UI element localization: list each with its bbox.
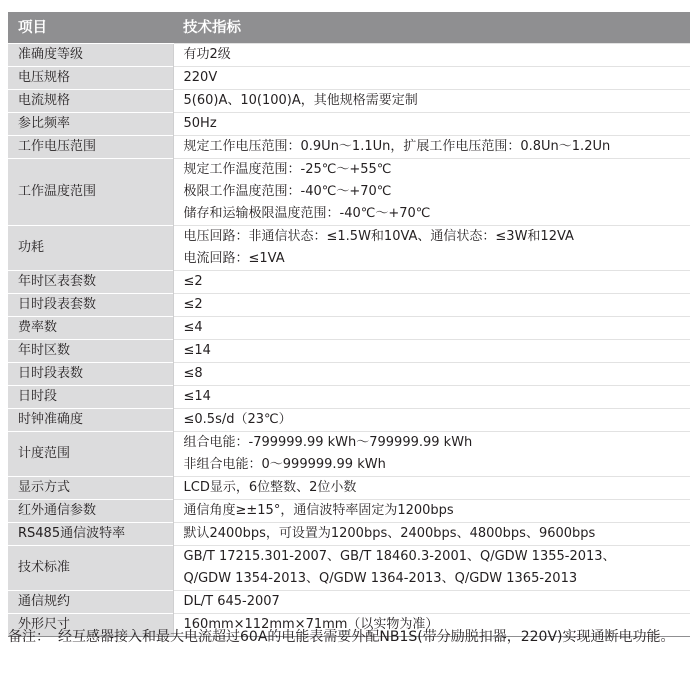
table-row <box>8 159 690 226</box>
row-value <box>173 271 690 294</box>
row-label: 工作电压范围 <box>8 136 173 159</box>
row-label: 年时区表套数 <box>8 271 173 294</box>
table-row <box>8 363 690 386</box>
row-value-line: ≤2 <box>183 274 203 289</box>
row-value-line: ≤14 <box>183 343 211 358</box>
row-value-line: 非组合电能：0～999999.99 kWh <box>183 457 386 472</box>
table-row <box>8 113 690 136</box>
footnote-text: 经互感器接入和最大电流超过60A的电能表需要外配NB1S(带分励脱扣器，220V)实现通断电功能。 <box>58 629 675 645</box>
row-value <box>173 591 690 614</box>
header-item: 项目 <box>8 12 173 44</box>
table-row <box>8 409 690 432</box>
row-label: 电流规格 <box>8 90 173 113</box>
row-value-line: ≤14 <box>183 389 211 404</box>
row-label: 时钟准确度 <box>8 409 173 432</box>
row-value <box>173 159 690 226</box>
table-row <box>8 271 690 294</box>
row-label: 参比频率 <box>8 113 173 136</box>
row-value-line: 电流回路：≤1VA <box>183 251 285 266</box>
table-row <box>8 546 690 591</box>
row-value <box>173 386 690 409</box>
footnote <box>8 625 692 649</box>
row-value <box>173 67 690 90</box>
header-spec: 技术指标 <box>173 12 690 44</box>
row-label: 工作温度范围 <box>8 159 173 226</box>
row-label: 红外通信参数 <box>8 500 173 523</box>
row-label: 日时段 <box>8 386 173 409</box>
row-value-line: 储存和运输极限温度范围：-40℃～+70℃ <box>183 206 431 221</box>
table-row <box>8 432 690 477</box>
row-label: 显示方式 <box>8 477 173 500</box>
spec-table-body <box>8 44 690 637</box>
row-value-line: 默认2400bps，可设置为1200bps、2400bps、4800bps、9600bps <box>183 526 596 541</box>
row-value-line: 通信角度≥±15°，通信波特率固定为1200bps <box>183 503 454 518</box>
row-label: 费率数 <box>8 317 173 340</box>
row-label: 准确度等级 <box>8 44 173 67</box>
row-value <box>173 294 690 317</box>
row-value <box>173 340 690 363</box>
table-row <box>8 226 690 271</box>
row-label: 日时段表套数 <box>8 294 173 317</box>
row-value <box>173 409 690 432</box>
row-value <box>173 363 690 386</box>
row-value-line: 极限工作温度范围：-40℃～+70℃ <box>183 184 392 199</box>
table-row <box>8 44 690 67</box>
row-label: RS485通信波特率 <box>8 523 173 546</box>
row-label: 外形尺寸 <box>8 614 173 637</box>
row-label: 日时段表数 <box>8 363 173 386</box>
row-value-line: 电压回路：非通信状态：≤1.5W和10VA、通信状态：≤3W和12VA <box>183 229 574 244</box>
table-row <box>8 340 690 363</box>
row-value <box>173 317 690 340</box>
row-value-line: LCD显示，6位整数、2位小数 <box>183 480 357 495</box>
row-value-line: DL/T 645-2007 <box>183 594 280 609</box>
table-row <box>8 591 690 614</box>
table-row <box>8 136 690 159</box>
row-value-line: 有功2级 <box>183 47 231 62</box>
table-row <box>8 386 690 409</box>
row-value <box>173 90 690 113</box>
row-value-line: 规定工作电压范围：0.9Un～1.1Un，扩展工作电压范围：0.8Un～1.2Un <box>183 139 611 154</box>
row-value-line: GB/T 17215.301-2007、GB/T 18460.3-2001、Q/GDW 1355-2013、 <box>183 549 616 564</box>
spec-table <box>8 12 690 637</box>
table-row <box>8 294 690 317</box>
row-value-line: 220V <box>183 70 218 85</box>
table-row <box>8 317 690 340</box>
row-value <box>173 477 690 500</box>
footnote-label: 备注： <box>8 629 50 645</box>
row-value-line: ≤2 <box>183 297 203 312</box>
table-row <box>8 477 690 500</box>
table-row <box>8 523 690 546</box>
row-label: 年时区数 <box>8 340 173 363</box>
row-value <box>173 226 690 271</box>
row-value-line: 50Hz <box>183 116 217 131</box>
row-label: 电压规格 <box>8 67 173 90</box>
row-label: 通信规约 <box>8 591 173 614</box>
row-value-line: ≤0.5s/d（23℃） <box>183 412 292 427</box>
row-value-line: 组合电能：-799999.99 kWh～799999.99 kWh <box>183 435 473 450</box>
table-row <box>8 67 690 90</box>
row-value <box>173 113 690 136</box>
row-value <box>173 523 690 546</box>
row-label: 技术标准 <box>8 546 173 591</box>
row-value-line: Q/GDW 1354-2013、Q/GDW 1364-2013、Q/GDW 1365-2013 <box>183 571 578 586</box>
row-value-line: ≤8 <box>183 366 203 381</box>
table-row <box>8 90 690 113</box>
row-value-line: 160mm×112mm×71mm（以实物为准） <box>183 617 439 632</box>
row-value <box>173 136 690 159</box>
row-value-line: 5(60)A、10(100)A，其他规格需要定制 <box>183 93 418 108</box>
row-value <box>173 546 690 591</box>
row-value-line: 规定工作温度范围：-25℃～+55℃ <box>183 162 392 177</box>
row-label: 计度范围 <box>8 432 173 477</box>
row-value-line: ≤4 <box>183 320 203 335</box>
table-header-row <box>8 12 690 44</box>
row-value <box>173 44 690 67</box>
row-value <box>173 500 690 523</box>
row-value <box>173 432 690 477</box>
row-label: 功耗 <box>8 226 173 271</box>
table-row <box>8 500 690 523</box>
